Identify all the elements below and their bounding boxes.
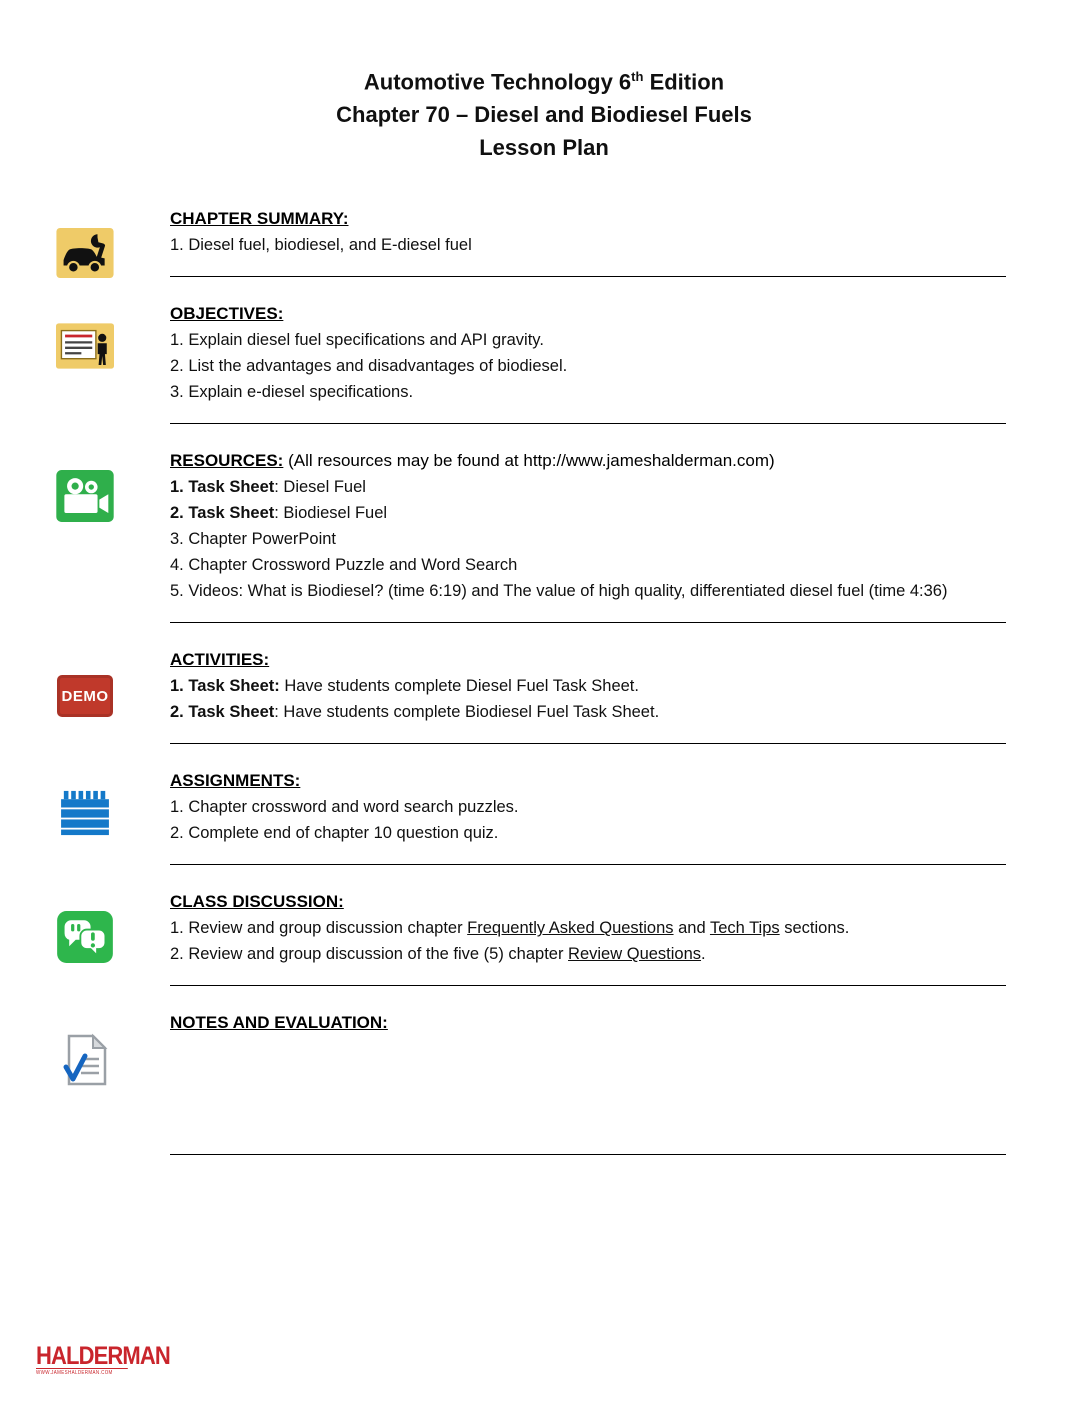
list-item: 2. List the advantages and disadvantages of biodiesel. <box>170 357 568 376</box>
list-item: 1. Diesel fuel, biodiesel, and E-diesel fuel <box>170 236 472 255</box>
resources-note: (All resources may be found at http://www.jameshalderman.com) <box>283 451 775 471</box>
section-heading: CLASS DISCUSSION: <box>170 892 344 912</box>
halderman-logo-subtext: WWW.JAMESHALDERMAN.COM <box>36 1368 128 1376</box>
section-divider <box>170 864 1006 865</box>
section-objectives <box>0 301 1088 448</box>
activities-icon-column <box>0 647 170 717</box>
section-heading: ASSIGNMENTS: <box>170 771 301 791</box>
section-chapter-summary <box>0 206 1088 301</box>
objectives-list-icon <box>56 323 114 369</box>
list-item: 2. Task Sheet: Biodiesel Fuel <box>170 504 388 523</box>
section-divider <box>170 1154 1006 1155</box>
document-subtitle: Chapter 70 – Diesel and Biodiesel Fuels <box>336 102 752 128</box>
section-divider <box>170 743 1006 744</box>
tech-tips-reference: Tech Tips <box>709 919 780 938</box>
notes-icon-column <box>0 1010 170 1088</box>
demo-icon <box>57 675 113 717</box>
list-item: 2. Task Sheet: Have students complete Biodiesel Fuel Task Sheet. <box>170 703 660 722</box>
notebook-icon <box>57 790 113 836</box>
section-activities <box>0 647 1088 768</box>
class-discussion-icon-column <box>0 889 170 963</box>
objectives-icon-column <box>0 301 170 369</box>
list-item: 1. Task Sheet: Diesel Fuel <box>170 478 366 497</box>
review-questions-reference: Review Questions <box>568 945 702 964</box>
list-item: 4. Chapter Crossword Puzzle and Word Search <box>170 556 518 575</box>
list-item: 2. Review and group discussion of the five (5) chapter Review Questions. <box>170 945 706 964</box>
list-item: 5. Videos: What is Biodiesel? (time 6:19) and The value of high quality, differentiated diesel fuel (time 4:36) <box>170 582 948 601</box>
section-notes-evaluation <box>0 1010 1088 1179</box>
list-item: 3. Chapter PowerPoint <box>170 530 337 549</box>
list-item: 1. Task Sheet: Have students complete Diesel Fuel Task Sheet. <box>170 677 639 696</box>
demo-icon-label: DEMO <box>61 687 109 705</box>
video-camera-icon <box>56 470 114 522</box>
section-heading: NOTES AND EVALUATION: <box>170 1013 388 1033</box>
discussion-bubbles-icon <box>57 911 113 963</box>
assignments-icon-column <box>0 768 170 836</box>
faq-reference: Frequently Asked Questions <box>467 919 674 938</box>
section-divider <box>170 985 1006 986</box>
car-repair-icon <box>56 228 114 278</box>
document-header <box>0 60 1088 164</box>
list-item: 1. Chapter crossword and word search puzzles. <box>170 798 519 817</box>
list-item: 2. Complete end of chapter 10 question quiz. <box>170 824 499 843</box>
section-class-discussion <box>0 889 1088 1010</box>
list-item: 1. Explain diesel fuel specifications and API gravity. <box>170 331 544 350</box>
section-heading: RESOURCES: (All resources may be found at http://www.jameshalderman.com) <box>170 451 775 471</box>
list-item: 3. Explain e-diesel specifications. <box>170 383 414 402</box>
section-assignments <box>0 768 1088 889</box>
checked-document-icon <box>59 1032 111 1088</box>
section-heading: ACTIVITIES: <box>170 650 270 670</box>
list-item: 1. Review and group discussion chapter Frequently Asked Questions and Tech Tips sections. <box>170 919 850 938</box>
title-superscript: th <box>631 69 644 84</box>
section-heading: OBJECTIVES: <box>170 304 284 324</box>
section-divider <box>170 276 1006 277</box>
section-divider <box>170 423 1006 424</box>
section-heading: CHAPTER SUMMARY: <box>170 209 349 229</box>
section-divider <box>170 622 1006 623</box>
document-title: Automotive Technology 6th Edition <box>363 69 725 95</box>
resources-icon-column <box>0 448 170 522</box>
halderman-logo-text: HALDERMAN <box>36 1342 170 1370</box>
halderman-logo <box>36 1344 188 1376</box>
chapter-summary-icon-column <box>0 206 170 278</box>
document-lesson-plan-label: Lesson Plan <box>479 135 609 161</box>
section-resources <box>0 448 1088 647</box>
